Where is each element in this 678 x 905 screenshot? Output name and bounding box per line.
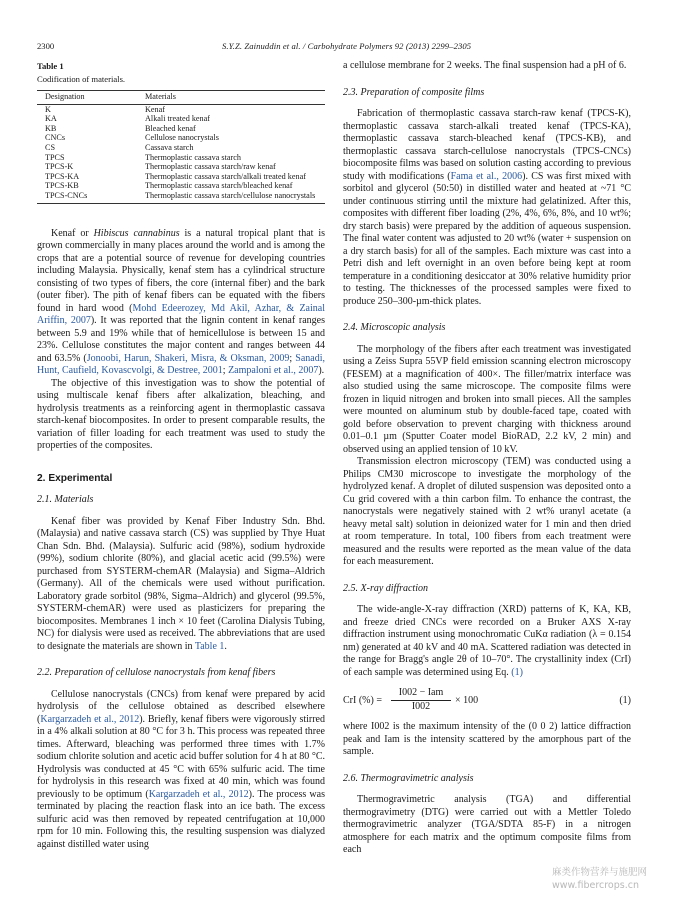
running-header: S.Y.Z. Zainuddin et al. / Carbohydrate Polymers 92 (2013) 2299–2305 bbox=[222, 41, 472, 51]
citation-link[interactable]: Mohd Edeerozey, Md Akil, Azhar, & Zainal Ariffin, 2007 bbox=[37, 302, 325, 327]
equation-number: (1) bbox=[619, 695, 631, 706]
page-number: 2300 bbox=[37, 41, 55, 51]
text-run: is a natural tropical plant that is grown commercially in many places around the world and is among the crops that are a potential source of revenue for developing countries including Malaysia. Physically, kenaf stem has a cylindrical structure consisting of two types of fibers, the core (internal fiber) and the bark (outer fiber). The pith of kenaf fibers can be equated with the fibers found in hard wood ( bbox=[37, 227, 326, 314]
paragraph-objective: The objective of this investigation was to show the potential of using multiscale kenaf fibers after alkalization, bleaching, and hydrolysis treatments as a reinforcing agent in thermoplastic cassava starch-kenaf biocomposites. In order to present comparable results, the variation of filler loading for each treatment was used to study the properties of the composites. bbox=[37, 377, 325, 452]
table-caption: Codification of materials. bbox=[37, 73, 126, 84]
table-row bbox=[37, 172, 325, 182]
table-cell: KA bbox=[45, 114, 57, 124]
table-row bbox=[37, 104, 325, 114]
column-header: Designation bbox=[37, 91, 137, 105]
table-cell: Alkali treated kenaf bbox=[145, 114, 211, 124]
text-run: Kenaf fiber was provided by Kenaf Fiber Industry Sdn. Bhd. (Malaysia) and native cassava starch (CS) was supplied by Thye Huat Chan Sdn. Bhd. (Malaysia). Sulfuric acid (98%), sodium hydroxide (99%), sodium chlorite (80%), and glacial acetic acid (99.5%) were purchased from SYSTERM-chemAR (Malaysia) and Sigma–Aldrich (Germany). All of the chemicals were used without purification. Laboratory grade sorbitol (98%, Sigma–Aldrich) and glycerol (99.5%, SYSTERM-chemAR) were used as plasticizers for preparing the biocomposites. Membranes 1 inch × 10 feet (Carolina Dialysis Tubing, NC) for dialysis were used as received. The abbreviations that are used to designate the materials are shown in bbox=[37, 515, 325, 652]
text-run: ). Briefly, kenaf fibers were vigorously stirred in a 4% alkali solution at 80 °C for 3 h. This process was repeated three times. Afterward, bleaching was performed three times with 1.7% sodium chlorite solution and acetic acid buffer solution for 4 h at 80 °C. Hydrolysis was conducted at 45 °C with 65% sulfuric acid. The time for hydrolysis in this research was fixed at 40 min, which was found previously to be optimum ( bbox=[37, 713, 325, 800]
citation-link[interactable]: Sanadi, Hunt, Caufield, Kovascvolgi, & Destree, 2001 bbox=[37, 352, 325, 377]
paragraph-equation-definition: where I002 is the maximum intensity of the (0 0 2) lattice diffraction peak and Iam is the intensity scattered by the amorphous part of the sample. bbox=[343, 721, 631, 757]
table-cell: Thermoplastic cassava starch/cellulose nanocrystals bbox=[137, 191, 325, 203]
text-run: . bbox=[224, 640, 227, 652]
equation-rhs: × 100 bbox=[455, 695, 479, 706]
table-cell: TPCS-K bbox=[45, 162, 74, 172]
table-cell: KB bbox=[45, 123, 57, 133]
table-cell: Bleached kenaf bbox=[145, 123, 196, 133]
text-run: The wide-angle-X-ray diffraction (XRD) patterns of K, KA, KB, and freeze dried CNCs were recorded on a Bruker AXS X-ray diffraction instrument using monochromatic CuKα radiation (λ = 0.154 nm) generated at 40 kV and 40 mA. Scattered radiation was detected in the range for Bragg's angle 2θ of 10–70°. The crystallinity index (CrI) of each sample was determined using Eq. bbox=[343, 604, 631, 678]
subsection-heading: 2.6. Thermogravimetric analysis bbox=[343, 772, 474, 784]
table-cell: Cellulose nanocrystals bbox=[145, 133, 219, 143]
table-cell: TPCS-KB bbox=[45, 181, 79, 191]
right-column bbox=[343, 60, 631, 857]
table-row bbox=[37, 133, 325, 143]
table-row bbox=[37, 143, 325, 153]
table-cell: TPCS-KA bbox=[45, 171, 80, 181]
text-run: ; bbox=[222, 365, 229, 377]
citation-link[interactable]: Fama et al., 2006 bbox=[450, 170, 523, 182]
equation-link[interactable]: (1) bbox=[511, 666, 523, 678]
table-row bbox=[37, 124, 325, 134]
paragraph-tem: Transmission electron microscopy (TEM) was conducted using a Philips CM30 microscope to investigate the morphology of the hydrolyzed kenaf. A droplet of diluted suspension was deposited onto a Cu grid covered with a thin carbon film. To enhance the contrast, the nanocrystals were negatively stained with 2 wt% uranyl acetate (a heavy metal salt) solution in deionized water for 1 min and then dried at room temperature. In total, 100 fibers from each treatment were measured and the results were reported as the mean value of the data for each measurement. bbox=[343, 456, 631, 567]
watermark-line: www.fibercrops.cn bbox=[552, 880, 639, 891]
left-column bbox=[37, 60, 325, 851]
citation-link[interactable]: Zampaloni et al., 2007 bbox=[228, 365, 319, 377]
paragraph-xrd bbox=[343, 604, 631, 679]
table-cell: K bbox=[45, 104, 51, 114]
table-cell: Thermoplastic cassava starch/raw kenaf bbox=[145, 162, 276, 172]
subsection-heading: 2.3. Preparation of composite films bbox=[343, 86, 485, 98]
species-name: Hibiscus cannabinus bbox=[93, 227, 180, 239]
table-cell: CS bbox=[45, 142, 56, 152]
codification-table bbox=[37, 90, 325, 204]
paragraph-composite-films bbox=[343, 108, 631, 308]
watermark bbox=[552, 866, 647, 892]
table-cell: Thermoplastic cassava starch/alkali treated kenaf bbox=[145, 171, 306, 181]
section-heading: 2. Experimental bbox=[37, 472, 113, 484]
table-row bbox=[37, 181, 325, 191]
table-cell: Thermoplastic cassava starch bbox=[145, 152, 241, 162]
table-cell: CNCs bbox=[45, 133, 66, 143]
column-header: Materials bbox=[137, 91, 325, 105]
text-run: Cellulose nanocrystals (CNCs) from kenaf were prepared by acid hydrolysis of the cellulose obtained as described elsewhere ( bbox=[37, 688, 325, 725]
text-run: ; bbox=[289, 352, 296, 364]
citation-link[interactable]: Jonoobi, Harun, Shakeri, Misra, & Oksman, 2009 bbox=[86, 352, 290, 364]
text-run: Fabrication of thermoplastic cassava starch-raw kenaf (TPCS-K), thermoplastic cassava starch-alkali treated kenaf (TPCS-KA), thermoplastic cassava starch-bleached kenaf (TPCS-KB), and thermoplastic cassava starch-cellulose nanocrystals (TPCS-CNCs) biocomposite films was based on solution casting according to previous study with modifications ( bbox=[343, 108, 631, 182]
table-cell: Cassava starch bbox=[145, 142, 194, 152]
table-link[interactable]: Table 1 bbox=[194, 640, 225, 652]
table-cell: TPCS bbox=[45, 152, 65, 162]
subsection-heading: 2.1. Materials bbox=[37, 494, 94, 506]
watermark-line: 麻类作物营养与施肥网 bbox=[552, 867, 648, 878]
table-row bbox=[37, 153, 325, 163]
equation-fraction bbox=[391, 687, 451, 713]
paragraph-continuation: a cellulose membrane for 2 weeks. The final suspension had a pH of 6. bbox=[343, 60, 627, 71]
paragraph-kenaf-intro bbox=[37, 228, 325, 378]
table-row bbox=[37, 114, 325, 124]
table-row bbox=[37, 191, 325, 203]
table-header-row bbox=[37, 91, 325, 105]
equation-numerator: I002 − Iam bbox=[391, 687, 451, 701]
subsection-heading: 2.2. Preparation of cellulose nanocrystals from kenaf fibers bbox=[37, 667, 276, 679]
subsection-heading: 2.4. Microscopic analysis bbox=[343, 322, 446, 333]
text-run: ). CS was first mixed with sorbitol and glycerol (50:50) in distilled water and heated at ~71 °C under continuous stirring until the mixture had gelatinized. After this, composites with different fiber loading (2%, 4%, 6%, 8%, and 10 wt%; dry starch basis) were prepared by the addition of aqueous suspension. The final water content was adjusted to 20 wt% (water + suspension on a dry starch basis) for all of the samples. Each mixture was cast into a Petri dish and left overnight in an oven before being kept at room temperature in a conditioning desiccator at 30% relative humidity prior to testing. The thicknesses of the processed samples were fixed to produce 250–300-µm-thick plates. bbox=[343, 170, 631, 307]
paragraph-materials bbox=[37, 516, 325, 654]
text-run: ). The process was terminated by placing the reaction flask into an ice bath. The excess sulfuric acid was then removed by repeated centrifugation at 10,000 rpm for 10 min. Following this, the resulting suspension was dialyzed against distilled water using bbox=[37, 788, 325, 850]
citation-link[interactable]: Kargarzadeh et al., 2012 bbox=[148, 788, 249, 800]
text-run: ). bbox=[318, 365, 325, 377]
crystallinity-equation bbox=[343, 687, 631, 715]
table-row bbox=[37, 162, 325, 172]
subsection-heading: 2.5. X-ray diffraction bbox=[343, 582, 428, 594]
text-run: ). It was reported that the lignin content in kenaf ranges between 5.9 and 19% while that of hemicellulose is between 15 and 23%. Cellulose constitutes the major content and ranges between 44 and 63.5% ( bbox=[37, 315, 325, 364]
paragraph-fesem: The morphology of the fibers after each treatment was investigated using a Zeiss Supra 55VP field emission scanning electron microscopy (FESEM) at a magnification of 400×. The filler/matrix interface was also studied using the same microscope. The composite films were frozen in liquid nitrogen and broken into small pieces. All the samples were mounted on aluminum stub by double-faced tape, coated with gold before observation to prevent charging with thickness around 0.01–0.1 µm (Sputter Coater model BioRAD, 2.2 kV, 2 min) and observed using an applied tension of 10 kV. bbox=[343, 343, 631, 455]
text-run: Kenaf or bbox=[51, 227, 94, 239]
table-cell: Thermoplastic cassava starch/bleached kenaf bbox=[145, 181, 293, 191]
table-cell: Kenaf bbox=[145, 104, 166, 114]
equation-lhs: CrI (%) = bbox=[343, 695, 382, 706]
paragraph-cnc-preparation bbox=[37, 689, 325, 852]
table-title: Table 1 bbox=[37, 61, 64, 71]
paragraph-tga: Thermogravimetric analysis (TGA) and differential thermogravimetry (DTG) were carried out with a Mettler Toledo thermogravimetric analyzer (TGA/SDTA 85-F) in a nitrogen atmosphere for each matrix and the optimum composite films from each bbox=[343, 794, 631, 855]
table-cell: TPCS-CNCs bbox=[37, 191, 137, 203]
citation-link[interactable]: Kargarzadeh et al., 2012 bbox=[40, 713, 140, 725]
equation-denominator: I002 bbox=[411, 700, 431, 712]
